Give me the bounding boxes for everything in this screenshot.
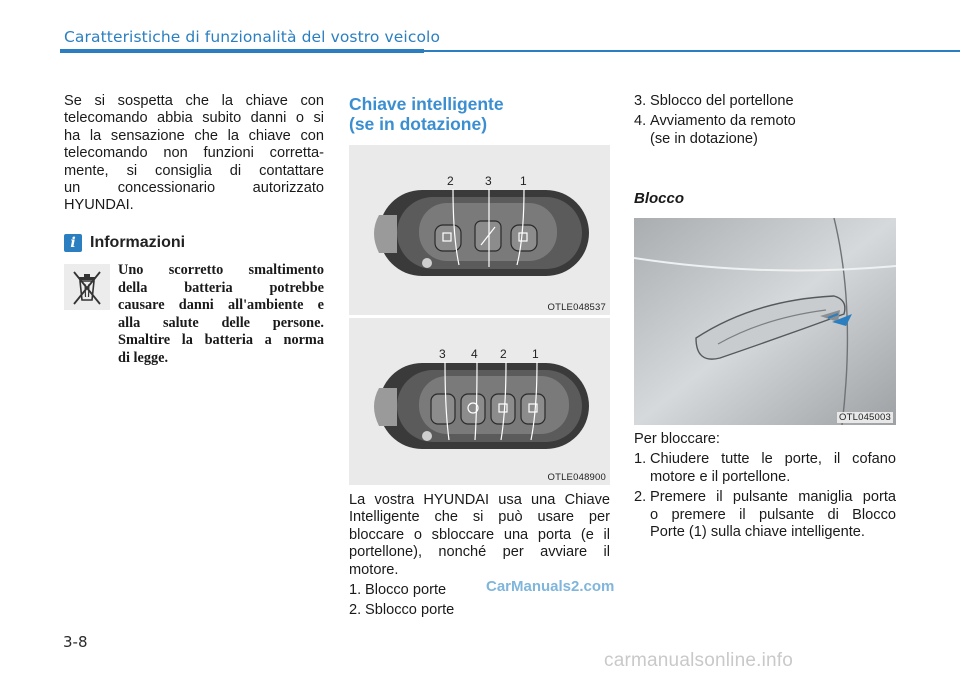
text-line: Smaltire la batteria a norma — [118, 332, 324, 348]
list-text — [650, 113, 896, 148]
callout-label: 1 — [520, 174, 527, 188]
smart-key-description — [349, 492, 610, 620]
list-item — [634, 451, 896, 486]
text-line: telecomando abbia subito danni o si — [64, 110, 324, 127]
figure-code: OTLE048537 — [547, 302, 606, 313]
callout-label: 2 — [447, 174, 454, 188]
text-line: Uno scorretto smaltimento — [118, 262, 324, 278]
list-text: Sblocco porte — [365, 602, 455, 619]
callout-label: 3 — [485, 174, 492, 188]
button-list-continued — [634, 93, 896, 148]
list-number: 1. — [634, 451, 647, 468]
watermark-text: carmanualsonline.info — [604, 650, 794, 671]
text-line: alla salute delle persone. — [118, 314, 324, 331]
list-number: 2. — [349, 602, 362, 619]
intro-paragraph — [64, 93, 324, 215]
text-line: bloccare o sbloccare una porta (e il — [349, 526, 610, 543]
smart-key-3-button-figure — [349, 145, 610, 315]
callout-label: 4 — [471, 347, 478, 361]
list-item — [634, 489, 896, 541]
list-number: 4. — [634, 113, 647, 130]
text-line: della batteria potrebbe — [118, 279, 324, 296]
text-line: Premere il pulsante maniglia porta — [650, 489, 896, 506]
watermark-link[interactable]: CarManuals2.com — [486, 578, 615, 595]
list-number: 2. — [634, 489, 647, 506]
info-text — [118, 262, 324, 367]
figure-code: OTL045003 — [839, 412, 891, 423]
list-text: Blocco porte — [365, 582, 447, 599]
lock-instructions — [634, 431, 896, 541]
text-line: HYUNDAI. — [64, 197, 134, 214]
heading-line: Chiave intelligente — [349, 94, 504, 114]
text-line: causare danni all'ambiente e — [118, 297, 324, 313]
list-text: Sblocco del portellone — [650, 93, 794, 109]
text-line: Porte (1) sulla chiave intelligente. — [650, 524, 865, 541]
info-heading-label: Informazioni — [90, 234, 186, 251]
text-line: Se si sospetta che la chiave con — [64, 93, 324, 109]
text-line: Avviamento da remoto — [650, 113, 796, 130]
callout-label: 3 — [439, 347, 446, 361]
info-icon: i — [64, 234, 82, 252]
text-line: motore. — [349, 561, 399, 578]
blocco-subheading: Blocco — [634, 190, 685, 207]
list-item — [349, 602, 610, 619]
text-line: mente, si consiglia di contattare — [64, 162, 324, 179]
text-line: Intelligente che si può usare per — [349, 509, 610, 526]
door-handle-figure — [634, 218, 896, 425]
section-title: Caratteristiche di funzionalità del vostro veicolo — [64, 28, 441, 46]
smart-key-4-button-figure — [349, 318, 610, 485]
crossed-bin-icon — [64, 264, 110, 310]
list-text — [650, 489, 896, 541]
text-line: (se in dotazione) — [650, 130, 758, 147]
list-item — [634, 113, 896, 148]
info-heading — [64, 234, 185, 252]
list-text — [650, 451, 896, 486]
text-line: motore e il portellone. — [650, 468, 791, 485]
list-item — [634, 93, 896, 110]
list-number: 1. — [349, 582, 362, 599]
callout-label: 1 — [532, 347, 539, 361]
text-line: portellone), nonché per avviare il — [349, 544, 610, 561]
heading-line: (se in dotazione) — [349, 114, 488, 134]
figure-code: OTLE048900 — [547, 472, 606, 483]
text-line: La vostra HYUNDAI usa una Chiave — [349, 492, 610, 508]
page-number: 3-8 — [63, 633, 88, 651]
text-line: Per bloccare: — [634, 431, 720, 447]
text-line: o premere il pulsante di Blocco — [650, 506, 896, 523]
smart-key-heading — [349, 94, 504, 134]
text-line: ha la sensazione che la chiave con — [64, 127, 324, 144]
list-number: 3. — [634, 93, 647, 109]
text-line: di legge. — [118, 349, 169, 366]
header-rule-extension — [424, 50, 960, 52]
text-line: un concessionario autorizzato — [64, 180, 324, 197]
callout-label: 2 — [500, 347, 507, 361]
text-line: Chiudere tutte le porte, il cofano — [650, 451, 896, 468]
header-rule — [60, 49, 424, 53]
text-line: telecomando non funzioni corretta- — [64, 145, 324, 162]
